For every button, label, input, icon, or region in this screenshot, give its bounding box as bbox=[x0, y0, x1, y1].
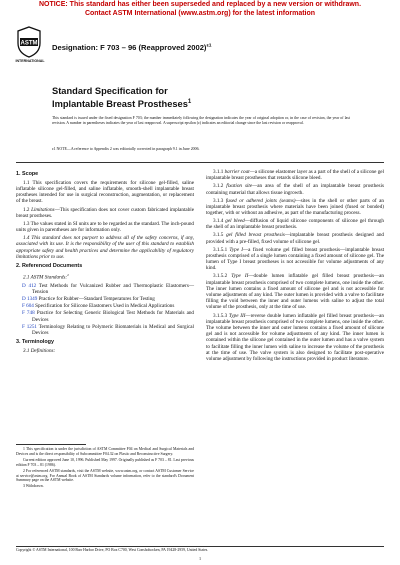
reference-item: D 412 Test Methods for Vulcanized Rubber and Thermoplastic Elastomers—Tension bbox=[22, 282, 194, 295]
reference-item: F 1251 Terminology Relating to Polymeric Biomaterials in Medical and Surgical Devices bbox=[22, 323, 194, 336]
header-divider bbox=[16, 162, 384, 163]
designation-mark: ε1 bbox=[206, 43, 212, 49]
para-3-1-2: 3.1.2 fixation site—an area of the shell of an implantable breast prosthesis containing material that allows tissue ingrowth. bbox=[206, 183, 384, 196]
copyright-line: Copyright © ASTM International, 100 Barr Harbor Drive, PO Box C700, West Conshohocken, PA 19428-2959, United States. bbox=[16, 548, 209, 552]
para-1-1: 1.1 This specification covers the requirements for silicone gel-filled, saline inflatable silicone gel-filled, and saline inflatable, smooth-shell implantable breast prostheses intended for use in surgical reconstruction, augmentation, or replacement of the breast. bbox=[16, 179, 194, 205]
section-2-heading: 2. Referenced Documents bbox=[16, 262, 83, 269]
footnote-3: 3 Withdrawn. bbox=[23, 484, 44, 489]
reference-link[interactable]: D 1349 bbox=[22, 295, 38, 302]
section-3-heading: 3. Terminology bbox=[16, 339, 54, 346]
para-2-1: 2.1 ASTM Standards:$^2$ bbox=[23, 272, 69, 281]
withdrawn-notice bbox=[0, 1, 400, 18]
footer-divider bbox=[16, 546, 384, 547]
title-line-2: Implantable Breast Prostheses bbox=[52, 99, 188, 110]
footnote-1-edition: Current edition approved June 10, 1996. Published May 1997. Originally published as F 703 – 81. Last previous edition F 703 – 81 (1986). bbox=[16, 457, 194, 467]
reference-item: F 604 Specification for Silicone Elastomers Used in Medical Applications bbox=[22, 303, 175, 310]
epsilon-note: ε1 NOTE—A reference to Appendix 2 was editorially corrected in paragraph 9.1 in June 2006. bbox=[52, 147, 200, 151]
footnote-divider bbox=[16, 444, 86, 445]
para-3-1-3: 3.1.3 fused or adhered joints (seams)—sites in the shell or other parts of an implantable breast prosthesis where materials have been joined (fused or bonded) together, with or without an adhesive, as part of the manufacturing process. bbox=[206, 197, 384, 216]
issued-note: This standard is issued under the fixed designation F 703; the number immediately following the designation indicates the year of original adoption or, in the case of revision, the year of last revision. A number in parentheses indicates the year of last reapproval. A superscript epsilon (ε) indicates an editorial change since the last revision or reapproval. bbox=[52, 116, 350, 126]
para-1-3: 1.3 The values stated in SI units are to be regarded as the standard. The inch-pound units given in parentheses are for information only. bbox=[16, 220, 194, 233]
section-1-heading: 1. Scope bbox=[16, 171, 39, 177]
para-3-1-5-3: 3.1.5.3 Type III—reverse double lumen inflatable gel filled breast prosthesis—an implantable breast prosthesis comprised of two complete lumens, one inside the other. The volume between the inner and outer lumens contains a fixed amount of silicone gel and is not accessible for volume adjustments of any kind. The inner lumen is contained within the silicone gel contained in the outer lumen and has a valve system to facilitate filling the inner lumen with saline to increase the volume of the prosthesis at the time of use. The valve system is also designed to facilitate post-operative volume adjustment by following the instructions provided in product literature. bbox=[206, 312, 384, 362]
page-title bbox=[52, 86, 352, 110]
para-1-4: 1.4 This standard does not purport to address all of the safety concerns, if any, associated with its use. It is the responsibility of the user of this standard to establish appropriate safety and health practices and determine the applicability of regulatory limitations prior to use. bbox=[16, 235, 194, 260]
astm-logo-icon bbox=[16, 26, 42, 58]
footnote-1: 1 This specification is under the jurisdiction of ASTM Committee F04 on Medical and Surgical Materials and Devices and is the direct responsibility of Subcommittee F04.32 on Plastic and Reconstructive Surgery. bbox=[16, 447, 194, 456]
designation-text: Designation: F 703 – 96 (Reapproved 2002) bbox=[52, 43, 207, 52]
left-column bbox=[16, 168, 194, 356]
notice-line-2: Contact ASTM International (www.astm.org) for the latest information bbox=[84, 9, 316, 17]
para-3-1-1: 3.1.1 barrier coat—a silicone elastomer layer as a part of the shell of a silicone gel implantable breast prostheses that retards silicone bleed. bbox=[206, 169, 384, 182]
designation bbox=[52, 43, 212, 52]
logo-caption: INTERNATIONAL bbox=[15, 59, 45, 63]
para-3-1-4: 3.1.4 gel bleed—diffusion of liquid silicone components of silicone gel through the shell of an implantable breast prosthesis. bbox=[206, 218, 384, 231]
para-3-1-5-2: 3.1.5.2 Type II—double lumen inflatable gel filled breast prosthesis—an implantable breast prosthesis comprised of two complete lumens, one inside the other. The inner lumen contains a fixed amount of silicone gel and is not accessible for volume adjustments of any kind. The outer lumen is provided with a valve to facilitate filling the void between the inner and outer lumens with saline to adjust the total volume of the prosthesis, only at the time of use. bbox=[206, 273, 384, 311]
notice-line-1: NOTICE: This standard has either been superseded and replaced by a new version or withdrawn. bbox=[38, 1, 362, 8]
para-3-1: 3.1 Definitions: bbox=[23, 347, 56, 354]
reference-link[interactable]: F 748 bbox=[22, 310, 35, 317]
reference-item: D 1349 Practice for Rubber—Standard Temperatures for Testing bbox=[22, 295, 155, 302]
reference-link[interactable]: F 1251 bbox=[22, 323, 37, 330]
para-3-1-5: 3.1.5 gel filled breast prosthesis—implantable breast prosthesis designed and provided with a pre-filled, fixed volume of silicone gel. bbox=[206, 232, 384, 245]
page-number: 1 bbox=[198, 556, 202, 561]
reference-link[interactable]: D 412 bbox=[22, 282, 37, 289]
footnotes bbox=[16, 447, 194, 489]
para-3-1-5-1: 3.1.5.1 Type I—a fixed volume gel filled breast prosthesis—implantable breast prosthesis comprised of a single lumen containing a fixed amount of silicone gel. The lumen of Type I breast prostheses is not accessible for volume adjustments of any kind. bbox=[206, 246, 385, 272]
para-1-2: 1.2 Limitations—This specification does not cover custom fabricated implantable breast prostheses. bbox=[16, 206, 194, 219]
right-column bbox=[206, 169, 384, 364]
title-footnote-mark: 1 bbox=[187, 99, 192, 105]
svg-text:ASTM: ASTM bbox=[20, 40, 38, 47]
reference-item: F 748 Practice for Selecting Generic Biological Test Methods for Materials and Devices bbox=[22, 310, 195, 323]
reference-link[interactable]: F 604 bbox=[22, 303, 34, 310]
footnote-2: 2 For referenced ASTM standards, visit the ASTM website, www.astm.org, or contact ASTM Customer Service at service@astm.org. For Annual Book of ASTM Standards volume information, refer to the standard's Document Summary page on the ASTM website. bbox=[16, 468, 194, 483]
title-line-1: Standard Specification for bbox=[52, 86, 168, 96]
